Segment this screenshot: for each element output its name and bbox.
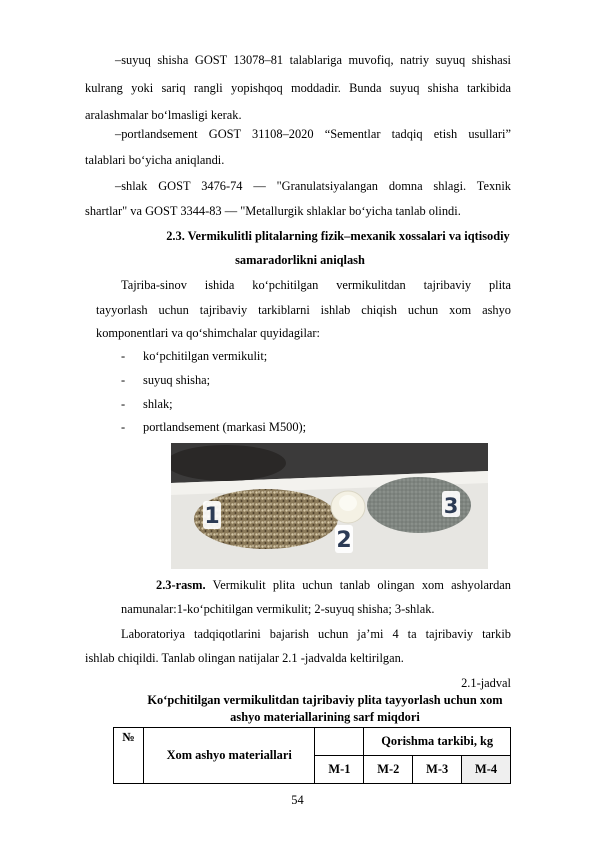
- lab-paragraph-line-2: ishlab chiqildi. Tanlab olingan natijalar 2.1 -jadvalda keltirilgan.: [85, 651, 404, 665]
- page-number: 54: [291, 793, 304, 807]
- list-item-label: suyuq shisha;: [143, 373, 211, 387]
- lab-paragraph-line-1: Laboratoriya tadqiqotlarini bajarish uchun ja’mi 4 ta tajribaviy tarkib: [121, 627, 511, 641]
- list-item-label: shlak;: [143, 397, 173, 411]
- list-bullet: -: [121, 349, 126, 363]
- list-item-label: ko‘pchitilgan vermikulit;: [143, 349, 268, 363]
- paragraph-liquid-glass-line-1: –suyuq shisha GOST 13078–81 talablariga muvofiq, natriy suyuq shishasi: [115, 53, 511, 67]
- list-item-label: portlandsement (markasi M500);: [143, 420, 307, 434]
- paragraph-liquid-glass-line-2: kulrang yoki sariq rangli yopishqoq moddadir. Bunda suyuq shisha tarkibida: [85, 81, 511, 95]
- table-header-spacer: [315, 728, 364, 756]
- intro-line-3: komponentlari va qo‘shimchalar quyidagilar:: [96, 326, 320, 340]
- paragraph-slag-line-2: shartlar" va GOST 3344-83 — "Metallurgik shlaklar bo‘yicha tanlab olindi.: [85, 204, 461, 218]
- paragraph-portland-cement-line-2: talablari bo‘yicha aniqlandi.: [85, 153, 225, 167]
- table-header-mix: M-4: [462, 756, 511, 784]
- table-header-number: №: [114, 728, 144, 784]
- sample-marker-3: 3: [443, 494, 459, 518]
- samples-photo-illustration: [171, 443, 488, 569]
- materials-table: [113, 727, 511, 784]
- paragraph-portland-cement-line-1: –portlandsement GOST 31108–2020 “Sementlar tadqiq etish usullari”: [115, 127, 511, 141]
- section-heading-line-2: samaradorlikni aniqlash: [235, 253, 365, 267]
- list-bullet: -: [121, 373, 126, 387]
- samples-photo: [171, 443, 488, 569]
- figure-caption-line-1: [156, 577, 511, 593]
- figure-caption-line-2: namunalar:1-ko‘pchitilgan vermikulit; 2-suyuq shisha; 3-shlak.: [121, 602, 435, 616]
- table-header-mix: M-3: [413, 756, 462, 784]
- intro-line-1: Tajriba-sinov ishida ko‘pchitilgan vermikulitdan tajribaviy plita: [121, 278, 511, 292]
- table-header-mix: M-2: [364, 756, 413, 784]
- sample-marker-1: 1: [204, 504, 220, 529]
- table-reference: 2.1-jadval: [461, 676, 511, 690]
- intro-line-2: tayyorlash uchun tajribaviy tarkiblarni ishlab chiqish uchun xom ashyo: [96, 303, 511, 317]
- table-title-line-1: Ko‘pchitilgan vermikulitdan tajribaviy plita tayyorlash uchun xom: [147, 693, 503, 707]
- list-bullet: -: [121, 420, 126, 434]
- table-header-material: Xom ashyo materiallari: [143, 728, 315, 784]
- paragraph-slag-line-1: –shlak GOST 3476-74 — "Granulatsiyalangan domna shlagi. Texnik: [115, 179, 511, 193]
- sample-marker-2: 2: [336, 528, 352, 553]
- section-heading-line-1: 2.3. Vermikulitli plitalarning fizik–mexanik xossalari va iqtisodiy: [166, 229, 510, 243]
- figure-caption-label: 2.3-rasm.: [156, 578, 206, 592]
- table-title-line-2: ashyo materiallarining sarf miqdori: [230, 710, 420, 724]
- list-bullet: -: [121, 397, 126, 411]
- paragraph-liquid-glass-line-3: aralashmalar bo‘lmasligi kerak.: [85, 108, 242, 122]
- figure-caption-text: Vermikulit plita uchun tanlab olingan xom ashyolardan: [212, 578, 512, 592]
- table-header-composition: Qorishma tarkibi, kg: [364, 728, 511, 756]
- table-header-mix: M-1: [315, 756, 364, 784]
